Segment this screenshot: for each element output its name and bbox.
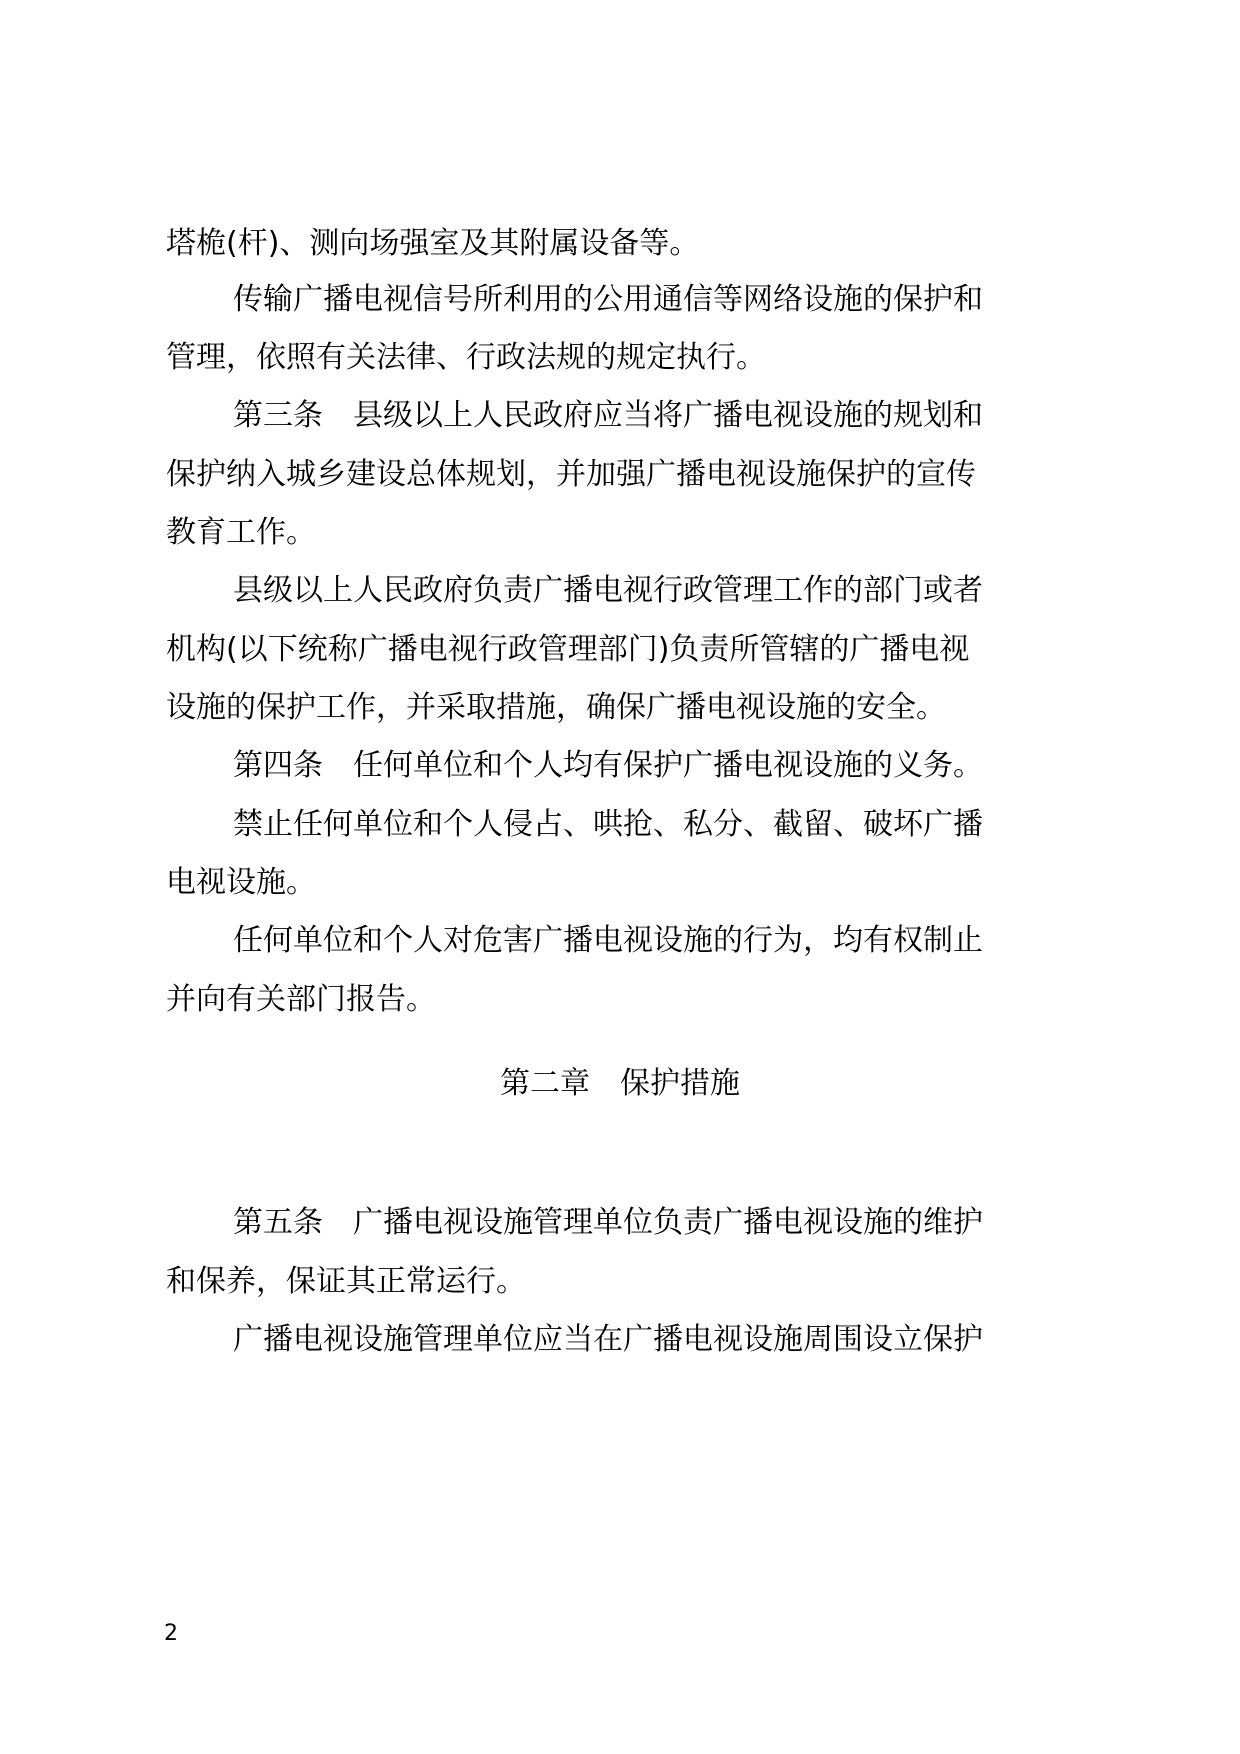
text-line-7: 县级以上人民政府负责广播电视行政管理工作的部门或者 bbox=[233, 573, 983, 608]
text-line-6: 教育工作。 bbox=[166, 515, 316, 550]
page-number: 2 bbox=[164, 1621, 178, 1646]
text-line-17: 广播电视设施管理单位应当在广播电视设施周围设立保护 bbox=[233, 1322, 983, 1357]
text-line-5: 保护纳入城乡建设总体规划，并加强广播电视设施保护的宣传 bbox=[166, 457, 976, 492]
text-line-15: 第五条 广播电视设施管理单位负责广播电视设施的维护 bbox=[233, 1205, 983, 1240]
text-line-2: 传输广播电视信号所利用的公用通信等网络设施的保护和 bbox=[233, 282, 983, 317]
text-line-9: 设施的保护工作，并采取措施，确保广播电视设施的安全。 bbox=[166, 690, 946, 725]
text-line-8: 机构(以下统称广播电视行政管理部门)负责所管辖的广播电视 bbox=[166, 632, 970, 667]
text-line-1: 塔桅(杆)、测向场强室及其附属设备等。 bbox=[166, 226, 700, 261]
chapter-heading: 第二章 保护措施 bbox=[500, 1066, 740, 1101]
text-line-14: 并向有关部门报告。 bbox=[166, 982, 436, 1017]
text-line-11: 禁止任何单位和个人侵占、哄抢、私分、截留、破坏广播 bbox=[233, 807, 983, 842]
text-line-10: 第四条 任何单位和个人均有保护广播电视设施的义务。 bbox=[233, 748, 983, 783]
text-line-4: 第三条 县级以上人民政府应当将广播电视设施的规划和 bbox=[233, 398, 983, 433]
text-line-13: 任何单位和个人对危害广播电视设施的行为，均有权制止 bbox=[233, 923, 983, 958]
text-line-12: 电视设施。 bbox=[166, 865, 316, 900]
text-line-3: 管理，依照有关法律、行政法规的规定执行。 bbox=[166, 340, 766, 375]
text-line-16: 和保养，保证其正常运行。 bbox=[166, 1264, 526, 1299]
